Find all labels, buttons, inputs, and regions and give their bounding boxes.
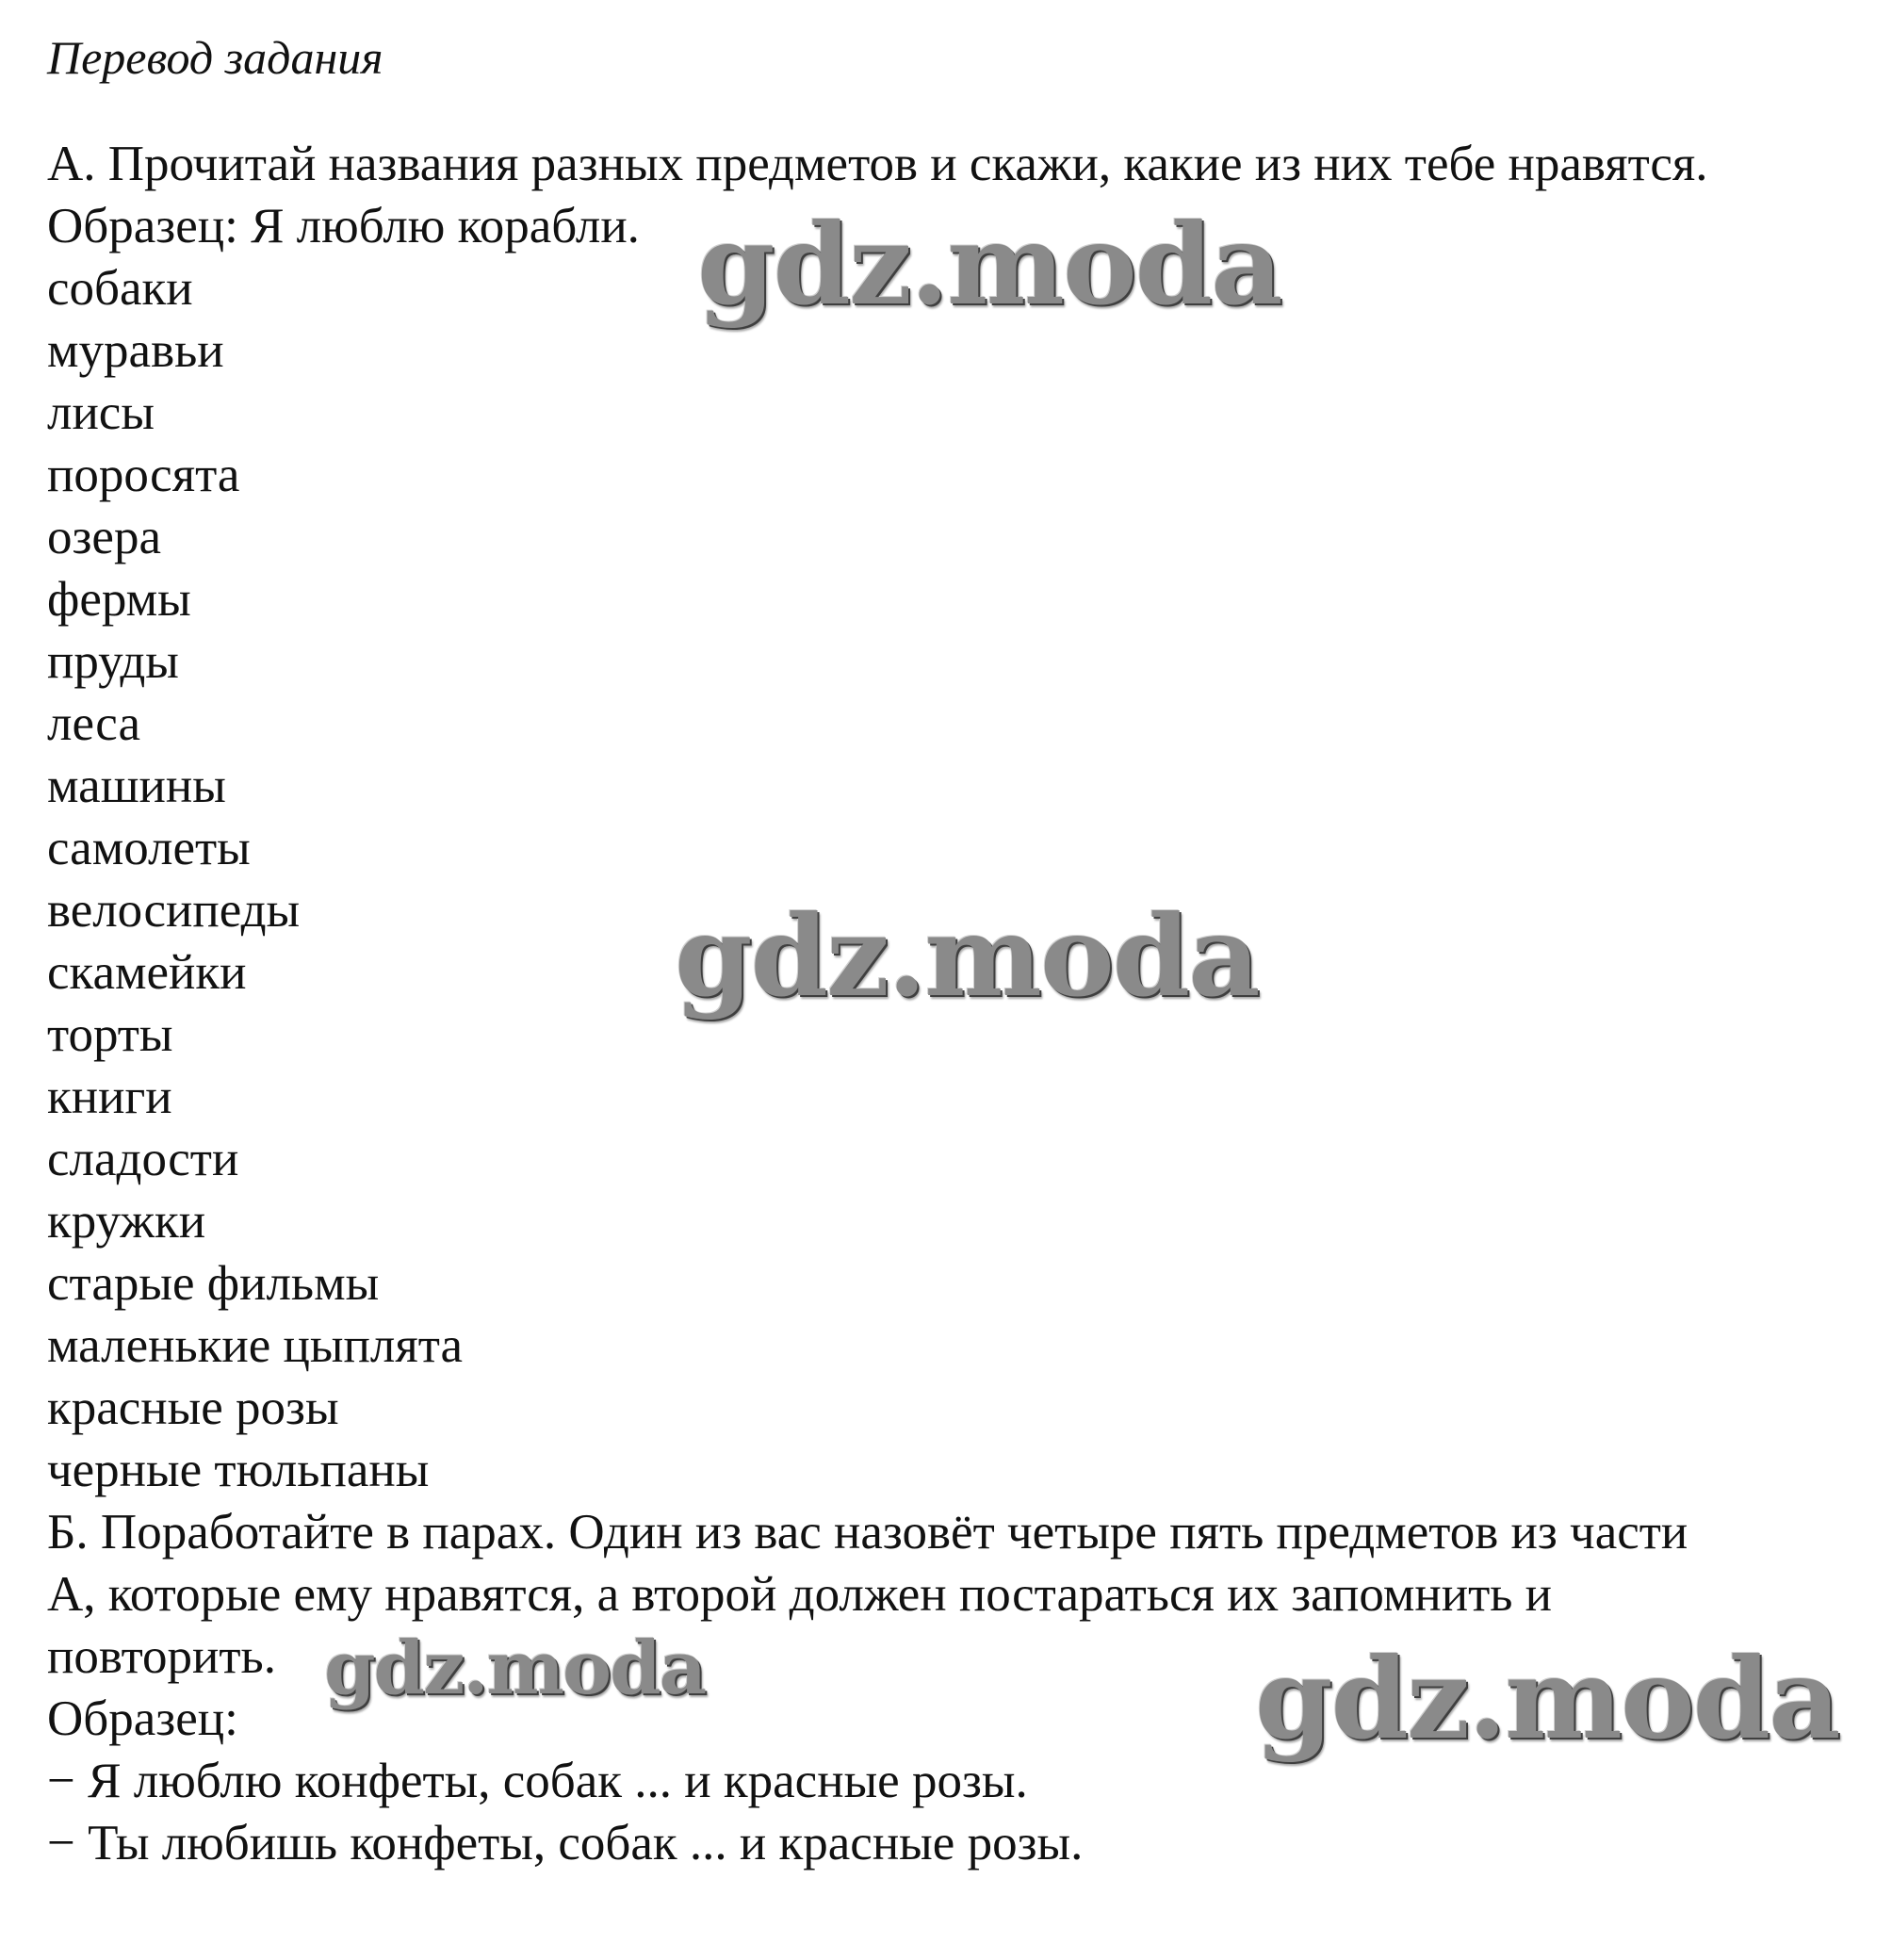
- list-item: красные розы: [47, 1380, 339, 1435]
- list-item: машины: [47, 759, 226, 813]
- list-item: самолеты: [47, 821, 251, 875]
- list-item: лисы: [47, 385, 155, 440]
- list-item: черные тюльпаны: [47, 1443, 430, 1497]
- watermark-logo: gdz.moda: [324, 1625, 706, 1711]
- part-a-instruction: А. Прочитай названия разных предметов и скажи, какие из них тебе нравятся.: [47, 137, 1708, 191]
- part-b-instruction-line-3: повторить.: [47, 1629, 276, 1684]
- document-title: Перевод задания: [47, 31, 383, 84]
- dialogue-line: − Ты любишь конфеты, собак ... и красные розы.: [47, 1816, 1084, 1870]
- list-item: старые фильмы: [47, 1256, 380, 1311]
- watermark-logo: gdz.moda: [1255, 1633, 1839, 1764]
- list-item: велосипеды: [47, 883, 301, 938]
- list-item: книги: [47, 1070, 172, 1124]
- part-a-example: Образец: Я люблю корабли.: [47, 199, 640, 253]
- watermark-logo: gdz.moda: [697, 199, 1281, 330]
- list-item: пруды: [47, 634, 179, 689]
- list-item: собаки: [47, 261, 193, 316]
- list-item: озера: [47, 510, 161, 564]
- list-item: поросята: [47, 448, 240, 502]
- list-item: скамейки: [47, 945, 247, 1000]
- dialogue-line: − Я люблю конфеты, собак ... и красные розы.: [47, 1754, 1028, 1808]
- list-item: муравьи: [47, 323, 224, 378]
- part-b-example-label: Образец:: [47, 1691, 238, 1746]
- part-b-instruction-line-2: А, которые ему нравятся, а второй должен постараться их запомнить и: [47, 1567, 1553, 1622]
- list-item: сладости: [47, 1132, 239, 1186]
- list-item: фермы: [47, 572, 191, 627]
- part-b-instruction-line-1: Б. Поработайте в парах. Один из вас назовёт четыре пять предметов из части: [47, 1505, 1688, 1560]
- list-item: леса: [47, 696, 140, 751]
- watermark-logo: gdz.moda: [675, 890, 1259, 1021]
- list-item: кружки: [47, 1194, 206, 1249]
- list-item: маленькие цыплята: [47, 1318, 464, 1373]
- list-item: торты: [47, 1007, 173, 1062]
